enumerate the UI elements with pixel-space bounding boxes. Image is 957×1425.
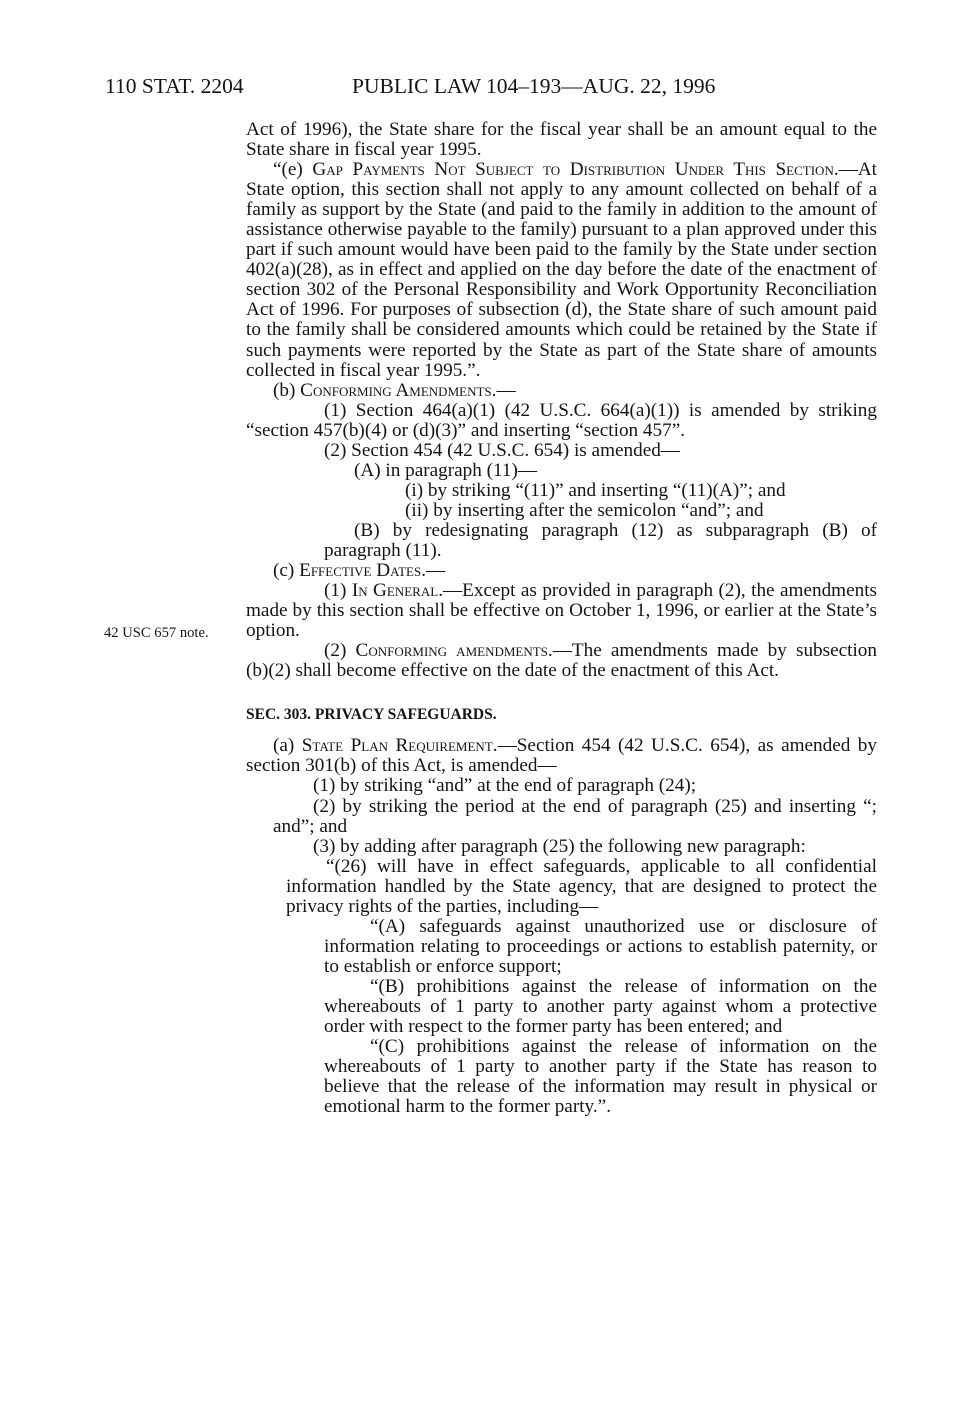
subsection-b: (b) Conforming Amendments.— [273,379,516,401]
clause-b2aii: (ii) by inserting after the semicolon “and”; and [405,499,764,521]
paragraph-a2: (2) by striking the period at the end of paragraph (25) and inserting “; and”; and [273,795,877,837]
subsection-a-text: Section 454 (42 U.S.C. 654), as amended by section 301(b) of this Act, is amended— [246,735,877,777]
subparagraph-b2a: (A) in paragraph (11)— [354,459,538,481]
paragraph-continuation: Act of 1996), the State share for the fiscal year shall be an amount equal to the State share in fiscal year 1995. [246,119,877,161]
subsection-b-label: (b) [273,379,296,401]
subsection-b-heading: Conforming Amendments [300,379,492,401]
paragraph-b1: (1) Section 464(a)(1) (42 U.S.C. 664(a)(1)) is amended by striking “section 457(b)(4) or (d)(3)” and inserting “section 457”. [246,399,877,441]
subsection-a-label: (a) [273,735,295,757]
paragraph-c2: (2) Conforming amendments.—The amendments made by subsection (b)(2) shall become effective on the date of the enactment of this Act. [246,640,877,682]
page-folio: 110 STAT. 2204 [105,74,244,98]
subsection-c-heading: Effective Dates [299,560,422,582]
paragraph-c1-heading: In General [351,580,439,602]
margin-note: 42 USC 657 note. [104,625,209,641]
paragraph-a3: (3) by adding after paragraph (25) the following new paragraph: [313,835,806,857]
subparagraph-b2b: (B) by redesignating paragraph (12) as subparagraph (B) of paragraph (11). [324,519,877,561]
subsection-e-heading: Gap Payments Not Subject to Distribution Under This Section [312,159,834,181]
subsection-a: (a) State Plan Requirement.—Section 454 (42 U.S.C. 654), as amended by section 301(b) of this Act, is amended— [246,735,877,777]
paragraph-b2: (2) Section 454 (42 U.S.C. 654) is amended— [324,439,680,461]
paragraph-a1: (1) by striking “and” at the end of paragraph (24); [313,775,697,797]
running-title: PUBLIC LAW 104–193—AUG. 22, 1996 [352,74,716,98]
paragraph-c2-heading: Conforming amendments [355,640,548,662]
paragraph-c1-text: Except as provided in paragraph (2), the amendments made by this section shall be effective on October 1, 1996, or earlier at the State’s option. [246,580,877,642]
paragraph-c1: (1) In General.—Except as provided in paragraph (2), the amendments made by this section shall be effective on October 1, 1996, or earlier at the State’s option. [246,580,877,642]
quoted-subparagraph-b: “(B) prohibitions against the release of information on the whereabouts of 1 party to another party against whom a protective order with respect to the former party has been entered; and [324,975,877,1038]
quoted-subparagraph-c: “(C) prohibitions against the release of information on the whereabouts of 1 party to another party if the State has reason to believe that the release of the information may result in physical or emotional harm to the former party.”. [324,1036,877,1118]
quoted-subparagraph-a: “(A) safeguards against unauthorized use or disclosure of information relating to proceedings or actions to establish paternity, or to establish or enforce support; [324,915,877,977]
subsection-c: (c) Effective Dates.— [273,560,446,582]
subsection-c-label: (c) [273,560,295,582]
subsection-e: “(e) Gap Payments Not Subject to Distribution Under This Section.—At State option, this section shall not apply to any amount collected on behalf of a family as support by the State (and paid to the family in addition to the amount of assistance otherwise payable to the family) pursuant to a plan approved under this part if such amount would have been paid to the family by the State under section 402(a)(28), as in effect and applied on the day before the date of the enactment of section 302 of the Personal Responsibility and Work Opportunity Reconciliation Act of 1996. For purposes of subsection (d), the State share of such amount paid to the family shall be considered amounts which could be retained by the State if such payments were reported by the State as part of the State share of amounts collected in fiscal year 1995.”. [246,159,877,381]
paragraph-c2-text: The amendments made by subsection (b)(2) shall become effective on the date of the enactment of this Act. [246,640,877,682]
subsection-e-text: At State option, this section shall not apply to any amount collected on behalf of a family as support by the State (and paid to the family in addition to the amount of assistance otherwise payable to the family) pursuant to a plan approved under this part if such amount would have been paid to the family by the State under section 402(a)(28), as in effect and applied on the day before the date of the enactment of section 302 of the Personal Responsibility and Work Opportunity Reconciliation Act of 1996. For purposes of subsection (d), the State share of such amount paid to the family shall be considered amounts which could be retained by the State if such payments were reported by the State as part of the State share of amounts collected in fiscal year 1995.”. [246,159,877,381]
quoted-paragraph-26: “(26) will have in effect safeguards, applicable to all confidential information handled by the State agency, that are designed to protect the privacy rights of the parties, including— [286,855,877,917]
subsection-a-heading: State Plan Requirement [301,735,493,757]
clause-b2ai: (i) by striking “(11)” and inserting “(11)(A)”; and [405,479,786,501]
body-text [246,120,877,1117]
paragraph-c1-label: (1) [324,580,347,602]
paragraph-c2-label: (2) [324,640,347,662]
section-heading: SEC. 303. PRIVACY SAFEGUARDS. [246,706,497,724]
subsection-e-label: “(e) [273,159,303,181]
